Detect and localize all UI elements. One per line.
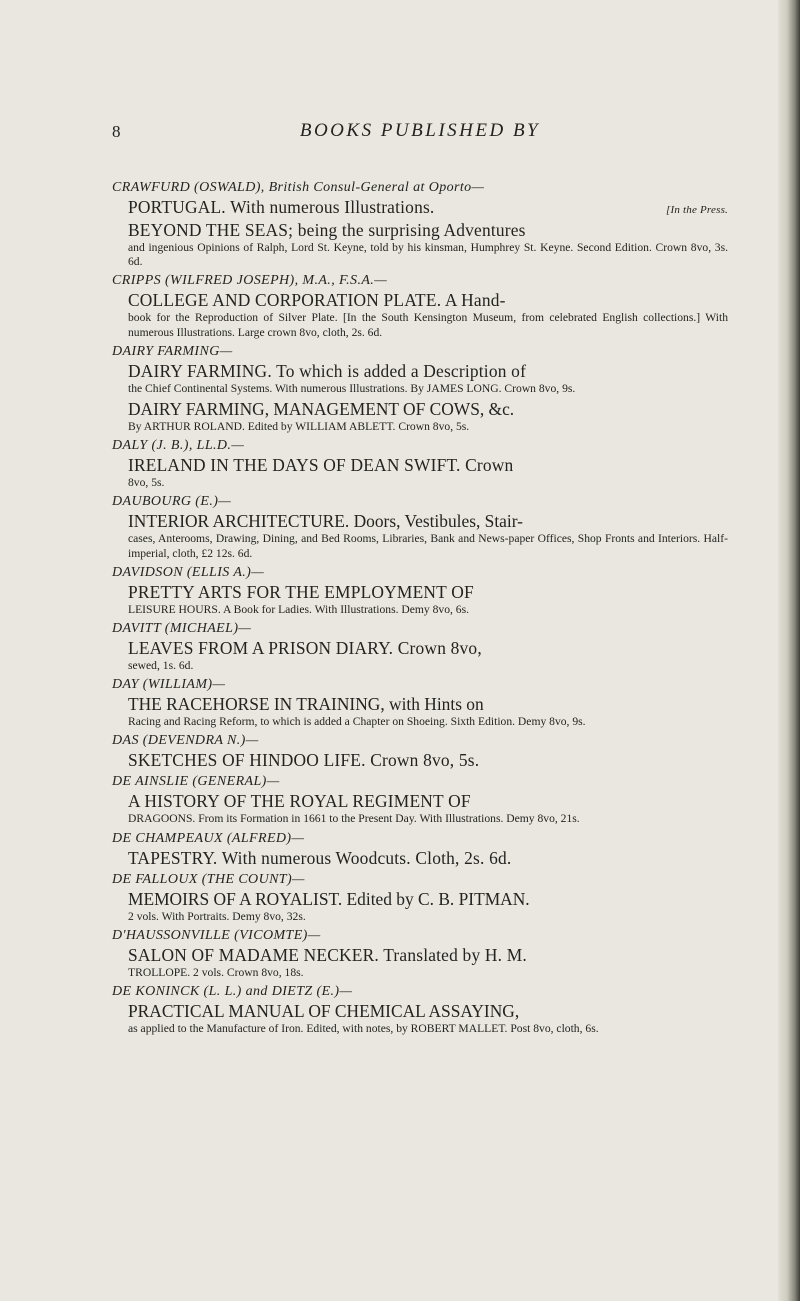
entry-title: PRETTY ARTS FOR THE EMPLOYMENT OF [128, 581, 474, 602]
entry-detail: the Chief Continental Systems. With numerous Illustrations. By JAMES LONG. Crown 8vo, 9s. [128, 381, 576, 395]
entry-author: DAY (WILLIAM)— [112, 677, 226, 693]
entry-detail: LEISURE HOURS. A Book for Ladies. With Illustrations. Demy 8vo, 6s. [128, 602, 470, 616]
catalogue-entry [112, 732, 728, 770]
entry-title-line [112, 197, 728, 217]
catalogue-entry [112, 620, 728, 673]
entry-author: DAS (DEVENDRA N.)— [112, 733, 259, 749]
catalogue-entry [112, 676, 728, 729]
catalogue-entry [112, 830, 728, 868]
entry-note: [In the Press. [666, 204, 728, 216]
page-number: 8 [112, 122, 121, 141]
page-edge-shadow [778, 0, 800, 1301]
entry-author: DAIRY FARMING— [112, 343, 233, 359]
entry-author: DE AINSLIE (GENERAL)— [112, 774, 280, 790]
catalogue-entry [112, 437, 728, 490]
entry-detail: as applied to the Manufacture of Iron. Edited, with notes, by ROBERT MALLET. Post 8vo, cloth, 6s. [128, 1022, 599, 1036]
entry-title: INTERIOR ARCHITECTURE. Doors, Vestibules, Stair- [128, 511, 523, 532]
catalogue-entry [112, 220, 728, 269]
catalogue-entry [112, 773, 728, 826]
catalogue-entry [112, 927, 728, 980]
entry-title: PRACTICAL MANUAL OF CHEMICAL ASSAYING, [128, 1001, 520, 1022]
entry-author: DAUBOURG (E.)— [112, 494, 232, 510]
entry-title: MEMOIRS OF A ROYALIST. Edited by C. B. PITMAN. [128, 888, 530, 909]
entry-title: SKETCHES OF HINDOO LIFE. Crown 8vo, 5s. [128, 750, 480, 771]
entry-title: LEAVES FROM A PRISON DIARY. Crown 8vo, [128, 638, 482, 659]
entry-title: DAIRY FARMING, MANAGEMENT OF COWS, &c. [128, 399, 515, 420]
entry-author: DE KONINCK (L. L.) and DIETZ (E.)— [112, 984, 353, 1000]
entry-detail: sewed, 1s. 6d. [128, 659, 194, 673]
entry-title: DAIRY FARMING. To which is added a Description of [128, 360, 527, 381]
entry-detail: book for the Reproduction of Silver Plate. [In the South Kensington Museum, from celebrated English collections.] With numerous Illustrations. Large crown 8vo, cloth, 2s. 6d. [128, 311, 728, 339]
entry-title: SALON OF MADAME NECKER. Translated by H. M. [128, 944, 527, 965]
entry-detail: Racing and Racing Reform, to which is added a Chapter on Shoeing. Sixth Edition. Demy 8vo, 9s. [128, 715, 586, 729]
catalogue-entry [112, 493, 728, 560]
catalogue-entry [112, 871, 728, 924]
entry-title: BEYOND THE SEAS; being the surprising Adventures [128, 220, 526, 240]
entry-detail: TROLLOPE. 2 vols. Crown 8vo, 18s. [128, 965, 304, 979]
catalogue-entry [112, 179, 728, 217]
entry-author: CRAWFURD (OSWALD), British Consul-General at Oporto— [112, 180, 485, 195]
entry-detail: By ARTHUR ROLAND. Edited by WILLIAM ABLETT. Crown 8vo, 5s. [128, 420, 470, 434]
entry-detail: and ingenious Opinions of Ralph, Lord St. Keyne, told by his kinsman, Humphrey St. Keyne. Second Edition. Crown 8vo, 3s. 6d. [128, 241, 728, 269]
entry-detail: DRAGOONS. From its Formation in 1661 to the Present Day. With Illustrations. Demy 8vo, 21s. [128, 812, 580, 826]
entry-detail: cases, Anterooms, Drawing, Dining, and Bed Rooms, Libraries, Bank and News-paper Offices, Shop Fronts and Interiors. Half-imperial, cloth, £2 12s. 6d. [128, 532, 728, 560]
page-header [112, 122, 728, 152]
catalogue-entry [112, 343, 728, 396]
entry-title: THE RACEHORSE IN TRAINING, with Hints on [128, 694, 484, 715]
entry-author: DE CHAMPEAUX (ALFRED)— [112, 830, 305, 846]
entry-title: IRELAND IN THE DAYS OF DEAN SWIFT. Crown [128, 455, 514, 476]
running-head: BOOKS PUBLISHED BY [299, 120, 541, 141]
entry-title: TAPESTRY. With numerous Woodcuts. Cloth, 2s. 6d. [128, 847, 512, 868]
catalogue-entries [112, 179, 728, 1039]
entry-author: DALY (J. B.), LL.D.— [112, 438, 245, 454]
entry-title: PORTUGAL. With numerous Illustrations. [128, 197, 435, 217]
entry-author: D'HAUSSONVILLE (VICOMTE)— [112, 927, 321, 943]
catalogue-entry [112, 564, 728, 617]
catalogue-entry [112, 272, 728, 339]
catalogue-entry [112, 399, 728, 434]
entry-author: DAVIDSON (ELLIS A.)— [112, 564, 265, 580]
entry-author: CRIPPS (WILFRED JOSEPH), M.A., F.S.A.— [112, 273, 388, 289]
entry-detail: 8vo, 5s. [128, 476, 165, 490]
entry-title: COLLEGE AND CORPORATION PLATE. A Hand- [128, 290, 506, 311]
entry-author: DAVITT (MICHAEL)— [112, 621, 252, 637]
entry-title: A HISTORY OF THE ROYAL REGIMENT OF [128, 791, 471, 812]
entry-detail: 2 vols. With Portraits. Demy 8vo, 32s. [128, 909, 306, 923]
entry-author: DE FALLOUX (THE COUNT)— [112, 871, 305, 887]
catalogue-entry [112, 983, 728, 1036]
